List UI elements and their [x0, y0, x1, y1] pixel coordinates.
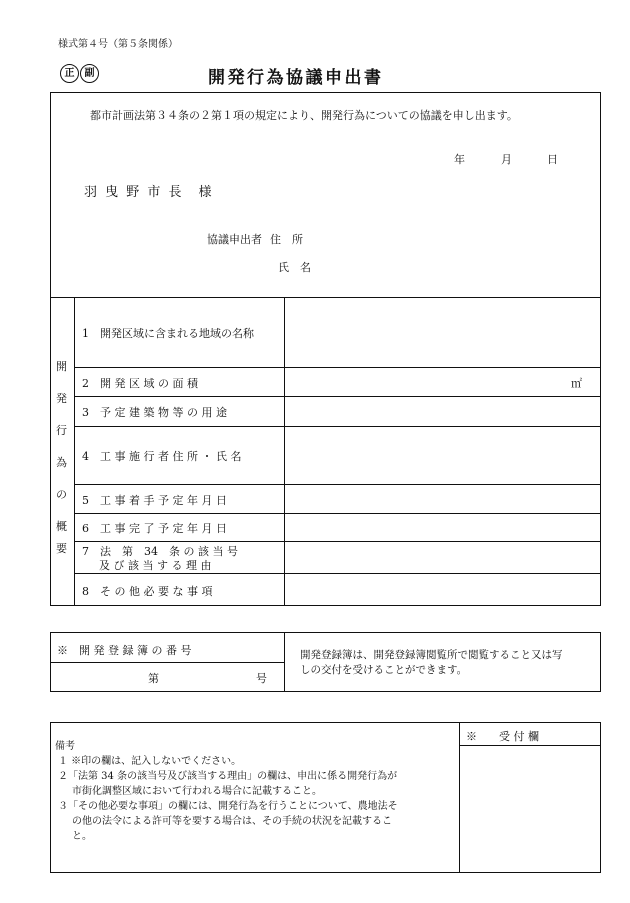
row-divider: [74, 396, 601, 397]
row-divider: [74, 484, 601, 485]
date-month-label: 月: [501, 153, 512, 166]
label-value-divider: [284, 297, 285, 606]
row-label-article34-line2: 及 び 該 当 す る 理 由: [99, 559, 212, 572]
registry-number-header: ※ 開 発 登 録 簿 の 番 号: [57, 644, 192, 657]
side-label-char: 要: [56, 542, 67, 555]
side-label-char: 開: [56, 360, 67, 373]
side-label-char: 行: [56, 424, 67, 437]
page-title: 開発行為協議申出書: [208, 68, 384, 88]
applicant-label: 協議申出者: [207, 233, 262, 246]
stamp-original: 正: [60, 64, 79, 83]
remarks-note-2-cont: 市街化調整区域において行われる場合に記載すること。: [72, 786, 322, 797]
addressee: 羽 曳 野 市 長 様: [84, 185, 214, 200]
address-label: 住 所: [270, 233, 303, 246]
registry-note: 開発登録簿は、開発登録簿閲覧所で閲覧すること又は写: [300, 649, 563, 661]
reception-header-divider: [459, 745, 601, 746]
name-label: 氏 名: [278, 261, 311, 274]
area-unit: ㎡: [571, 377, 582, 390]
row-divider: [74, 573, 601, 574]
date-year-label: 年: [454, 153, 465, 166]
remarks-note-3-end: と。: [72, 831, 92, 842]
row-label-other: 8 そ の 他 必 要 な 事 項: [82, 585, 213, 598]
remarks-note-2: ２「法第 34 条の該当号及び該当する理由」の欄は、申出に係る開発行為が: [58, 771, 398, 782]
registry-divider: [284, 632, 285, 692]
registry-row-divider: [50, 662, 284, 663]
application-statement: 都市計画法第３４条の２第１項の規定により、開発行為についての協議を申し出ます。: [90, 109, 518, 122]
registry-number-suffix: 号: [256, 672, 267, 685]
side-label-char: 発: [56, 392, 67, 405]
summary-top-divider: [50, 297, 601, 298]
row-label-contractor: 4 工 事 施 行 者 住 所 ・ 氏 名: [82, 450, 242, 463]
row-divider: [74, 426, 601, 427]
reception-field-label: ※ 受 付 欄: [466, 730, 539, 743]
side-label-divider: [74, 297, 75, 606]
row-label-end-date: 6 工 事 完 了 予 定 年 月 日: [82, 522, 227, 535]
side-label-char: 為: [56, 456, 67, 469]
row-label-area-size: 2 開 発 区 域 の 面 積: [82, 377, 198, 390]
stamp-copy: 副: [80, 64, 99, 83]
registry-note-line2: しの交付を受けることができます。: [300, 664, 468, 676]
row-label-start-date: 5 工 事 着 手 予 定 年 月 日: [82, 494, 227, 507]
row-label-area-name: 1 開発区域に含まれる地域の名称: [82, 327, 254, 340]
remarks-note-1: １ ※印の欄は、記入しないでください。: [58, 756, 242, 767]
remarks-note-3-cont: の他の法令による許可等を要する場合は、その手続の状況を記載するこ: [72, 816, 392, 827]
row-label-article34: 7 法 第 34 条 の 該 当 号: [82, 545, 238, 558]
registry-number-prefix: 第: [148, 672, 159, 685]
remarks-note-3: ３「その他必要な事項」の欄には、開発行為を行うことについて、農地法そ: [58, 801, 398, 812]
form-number: 様式第４号（第５条関係）: [58, 39, 178, 50]
date-day-label: 日: [547, 153, 558, 166]
side-label-char: の: [56, 488, 67, 501]
row-label-building-use: 3 予 定 建 築 物 等 の 用 途: [82, 406, 227, 419]
row-divider: [74, 367, 601, 368]
side-label-char: 概: [56, 520, 67, 533]
remarks-title: 備考: [55, 741, 75, 752]
row-divider: [74, 513, 601, 514]
row-divider: [74, 541, 601, 542]
